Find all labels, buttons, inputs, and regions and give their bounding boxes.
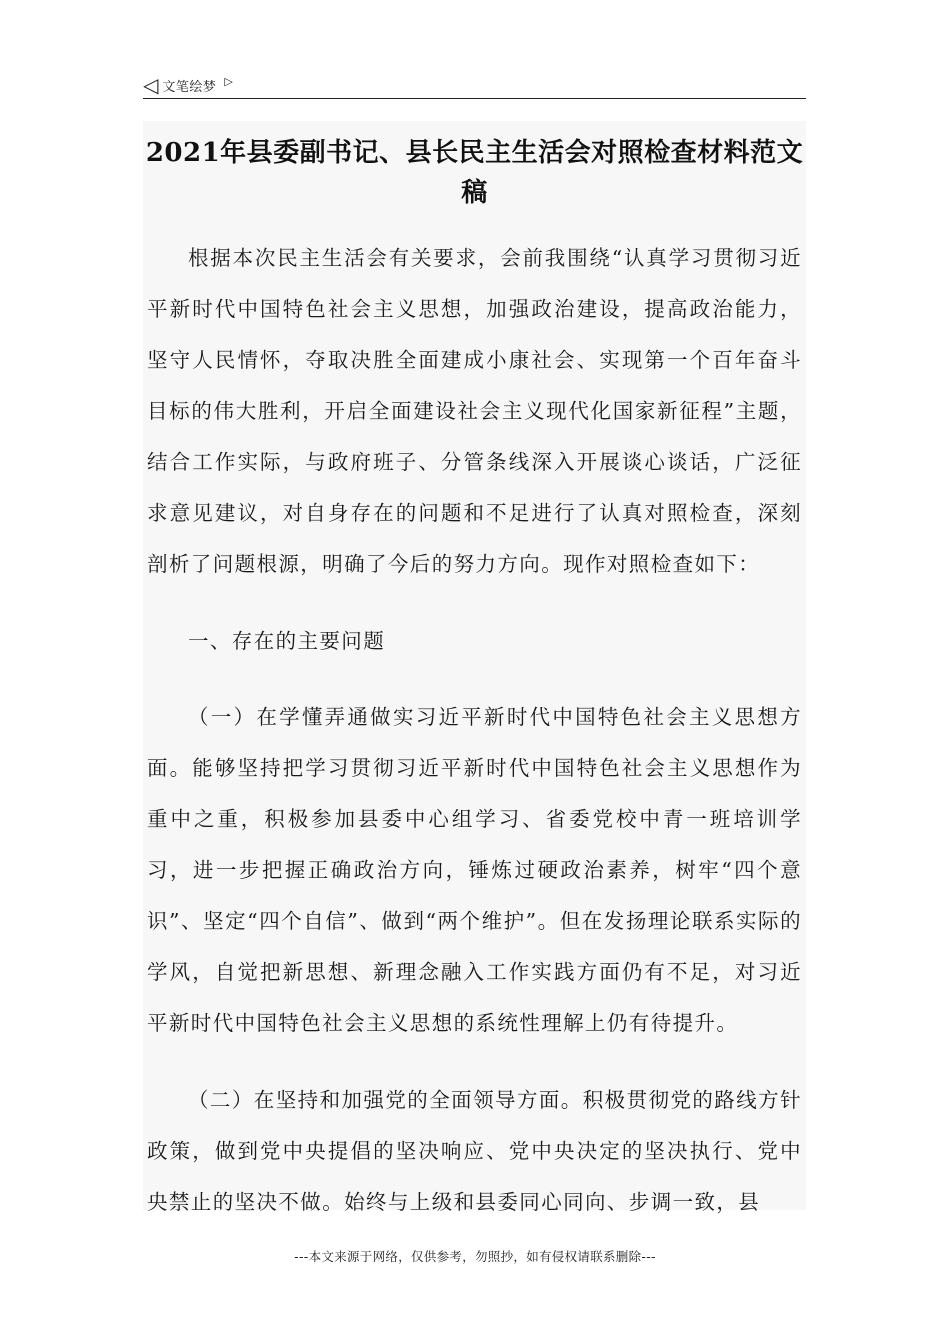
triangle-right-icon: ▷ [224, 74, 233, 88]
footer-notice: ---本文来源于网络，仅供参考，勿照抄，如有侵权请联系删除--- [294, 1249, 656, 1264]
paragraph-subsection-1: （一）在学懂弄通做实习近平新时代中国特色社会主义思想方面。能够坚持把学习贯彻习近平新时代中国特色社会主义思想作为重中之重，积极参加县委中心组学习、省委党校中青一班培训学习，进一步把握正确政治方向，锤炼过硬政治素养，树牢“四个意识”、坚定“四个自信”、做到“两个维护”。但在发扬理论联系实际的学风，自觉把新思想、新理念融入工作实践方面仍有不足，对习近平新时代中国特色社会主义思想的系统性理解上仍有待提升。 [147, 705, 802, 1035]
paragraph-intro: 根据本次民主生活会有关要求，会前我围绕“认真学习贯彻习近平新时代中国特色社会主义思想，加强政治建设，提高政治能力，坚守人民情怀，夺取决胜全面建成小康社会、实现第一个百年奋斗目标的伟大胜利，开启全面建设社会主义现代化国家新征程”主题，结合工作实际，与政府班子、分管条线深入开展谈心谈话，广泛征求意见建议，对自身存在的问题和不足进行了认真对照检查，深刻剖析了问题根源，明确了今后的努力方向。现作对照检查如下： [147, 246, 802, 576]
triangle-left-icon: ◁ [143, 73, 159, 97]
document-title: 2021年县委副书记、县长民主生活会对照检查材料范文稿 [145, 138, 804, 208]
paragraph-subsection-2: （二）在坚持和加强党的全面领导方面。积极贯彻党的路线方针政策，做到党中央提倡的坚决响应、党中央决定的坚决执行、党中央禁止的坚决不做。始终与上级和县委同心同向、步调一致，县 [147, 1088, 802, 1214]
document-body [143, 121, 806, 1214]
page-header [143, 72, 806, 99]
section-heading-main-problems: 一、存在的主要问题 [188, 629, 386, 653]
header-brand: 文笔绘梦 [162, 79, 217, 95]
